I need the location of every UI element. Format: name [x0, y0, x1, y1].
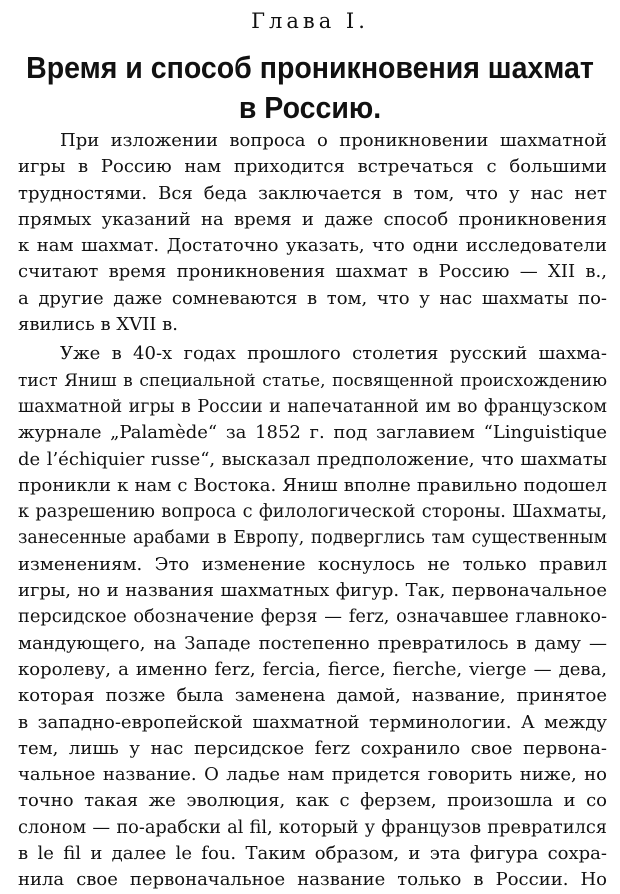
text-line: к нам шахмат. Достаточно указать, что одни исследователи — [18, 235, 607, 257]
text-line: к разрешению вопроса с филологической стороны. Шахматы, — [18, 502, 607, 523]
text-line: а другие даже сомневаются в том, что у нас шахматы по- — [18, 287, 607, 309]
text-line: шахматной игры в России и напечатанной им во французском — [18, 396, 607, 417]
text-line: При изложении вопроса о проникновении шахматной — [60, 130, 607, 151]
text-line: журнале „Palamède“ за 1852 г. под заглавием “Linguistique — [18, 422, 607, 444]
text-line: которая позже была заменена дамой, название, принятое — [18, 685, 607, 707]
text-line: изменениям. Это изменение коснулось не только правил — [18, 553, 607, 575]
text-line: в западно-европейской шахматной терминологии. А между — [18, 711, 607, 733]
text-line: нила свое первоначальное название только в России. Но — [18, 869, 607, 891]
paragraph-1 — [18, 128, 607, 338]
text-line: слоном — по-арабски al fil, который у французов превратился — [18, 817, 607, 838]
text-line: игры, но и названия шахматных фигур. Так, первоначальное — [18, 580, 607, 602]
chapter-title — [25, 48, 595, 128]
body-text — [18, 128, 607, 894]
chapter-title-line: в Россию. — [238, 90, 382, 125]
text-line: трудностями. Вся беда заключается в том, что у нас нет — [18, 182, 607, 204]
text-line: тем, лишь у нас персидское ferz сохранило свое первона- — [18, 737, 607, 759]
text-line: в le fil и далее le fou. Таким образом, и эта фигура сохра- — [18, 843, 607, 865]
text-line: точно такая же эволюция, как с ферзем, произошла и со — [18, 790, 607, 812]
text-line: персидское обозначение ферзя — ferz, означавшее главноко- — [18, 607, 607, 628]
text-line: королеву, а именно ferz, fercia, fierce, fierche, vierge — дева, — [18, 658, 607, 680]
text-line: мандующего, на Западе постепенно превратилось в даму — — [18, 632, 607, 654]
text-line: чальное название. О ладье нам придется говорить ниже, но — [18, 764, 607, 786]
chapter-label: Глава I. — [251, 9, 369, 33]
text-line: тист Яниш в специальной статье, посвященной происхождению — [18, 370, 607, 391]
chapter-title-line: Время и способ проникновения шахмат — [26, 50, 594, 85]
text-line: проникли к нам с Востока. Яниш вполне правильно подошел — [18, 474, 607, 496]
text-line: явились в XVII в. — [18, 314, 178, 336]
paragraph-2 — [18, 341, 607, 893]
text-line: занесенные арабами в Европу, подверглись там существенным — [18, 528, 607, 549]
text-line: прямых указаний на время и даже способ проникновения — [18, 208, 607, 230]
text-line: Уже в 40-х годах прошлого столетия русский шахма- — [60, 343, 607, 365]
text-line: de l’échiquier russe“, высказал предположение, что шахматы — [18, 448, 607, 470]
text-line: игры в Россию нам приходится встречаться с большими — [18, 156, 607, 178]
text-line: считают время проникновения шахмат в Россию — XII в., — [18, 261, 607, 283]
